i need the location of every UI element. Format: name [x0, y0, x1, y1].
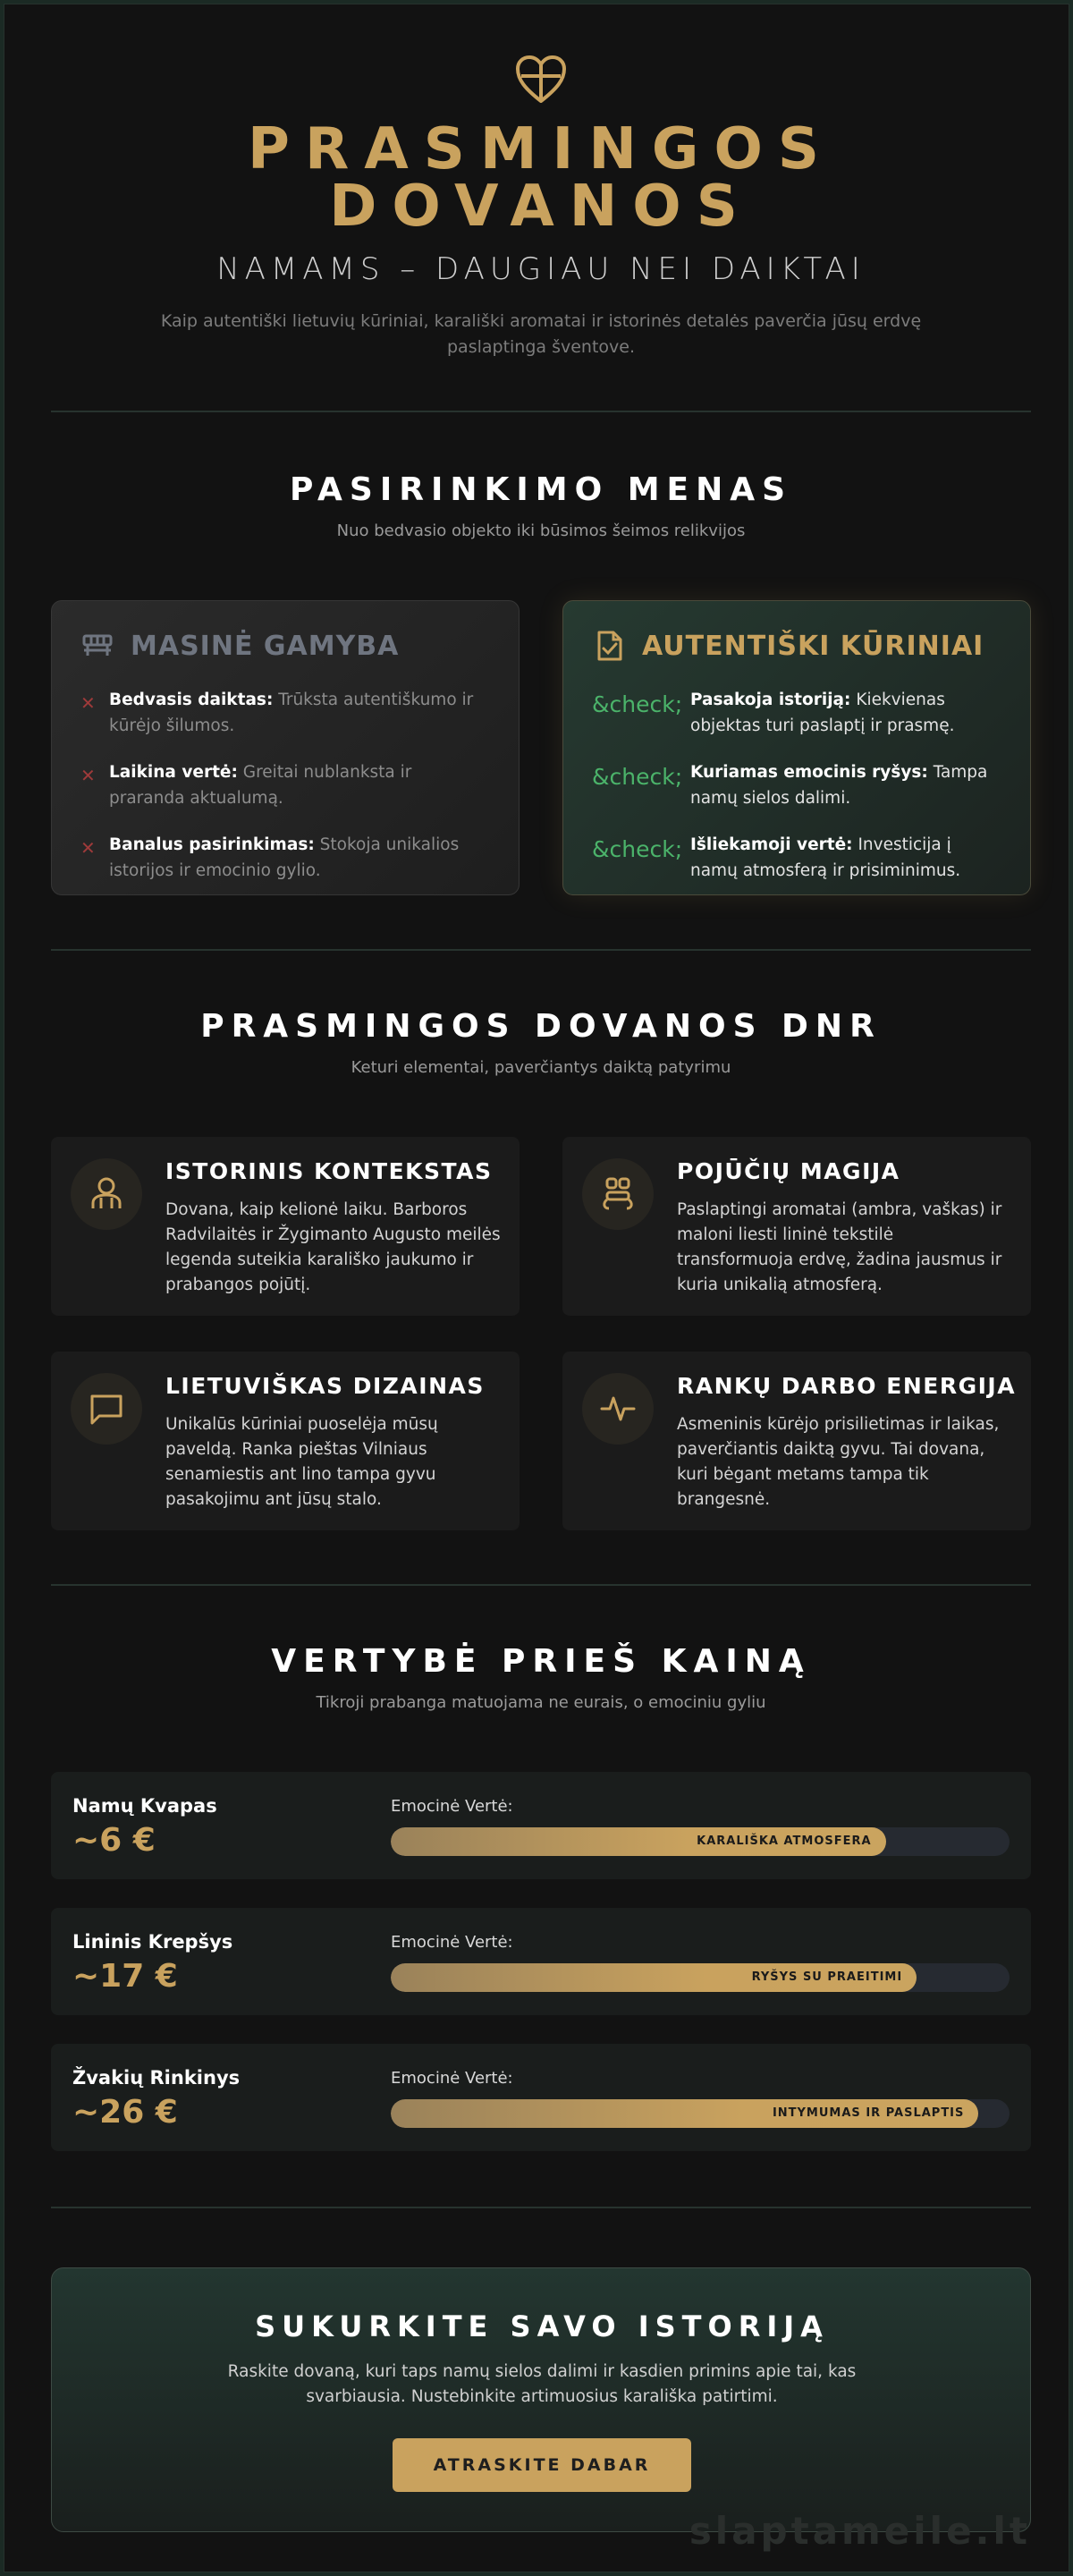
product-price: ~17 €	[72, 1958, 178, 1995]
mass-production-card	[51, 600, 520, 895]
dnr-title: PRASMINGOS DOVANOS DNR	[200, 1008, 882, 1045]
document-check-icon	[592, 629, 626, 663]
product-price: ~26 €	[72, 2094, 178, 2131]
discover-now-button[interactable]: ATRASKITE DABAR	[393, 2438, 691, 2492]
list-item	[592, 687, 1001, 739]
hero-title	[4, 116, 1073, 240]
emotional-value-label: Emocinė Vertė:	[391, 1933, 513, 1952]
selection-title: PASIRINKIMO MENAS	[289, 471, 793, 508]
bar-text: KARALIŠKA ATMOSFERA	[697, 1835, 872, 1848]
dnr-card-text: Unikalūs kūriniai puoselėja mūsų paveldą. Ranka pieštas Vilniaus senamiestis ant lino tampa gyvu pasakojimu ant jūsų stalo.	[165, 1415, 438, 1509]
item-text: Trūksta autentiškumo ir kūrėjo šilumos.	[109, 691, 474, 735]
dnr-card-title: ISTORINIS KONTEKSTAS	[165, 1158, 493, 1184]
section-divider	[51, 411, 1031, 412]
product-name: Lininis Krepšys	[72, 1931, 233, 1953]
value-row	[51, 1772, 1031, 1879]
dnr-subtitle: Keturi elementai, paverčiantys daiktą patyrimu	[351, 1058, 731, 1077]
bar-text: RYŠYS SU PRAEITIMI	[751, 1970, 903, 1984]
watermark: slaptameile.lt	[689, 2509, 1031, 2553]
authentic-works-title: AUTENTIŠKI KŪRINIAI	[642, 630, 984, 662]
values-title: VERTYBĖ PRIEŠ KAINĄ	[271, 1643, 811, 1680]
dnr-card-design	[51, 1352, 520, 1530]
product-price: ~6 €	[72, 1822, 156, 1859]
emotional-value-label: Emocinė Vertė:	[391, 2069, 513, 2088]
list-item	[592, 759, 1001, 811]
factory-icon	[80, 629, 114, 663]
emotional-value-label: Emocinė Vertė:	[391, 1797, 513, 1816]
list-item	[80, 759, 490, 811]
sensory-icon	[598, 1174, 638, 1214]
page-frame	[4, 4, 1069, 2572]
list-item	[80, 687, 490, 739]
emotional-value-fill	[391, 2099, 978, 2128]
dnr-card-text: Paslaptingi aromatai (ambra, vaškas) ir maloni liesti lininė tekstilė transformuoja erdvę, žadina jausmus ir kuria unikalią atmosferą.	[677, 1200, 1002, 1294]
value-row	[51, 2044, 1031, 2151]
check-icon: &check;	[592, 836, 683, 862]
cross-icon: ✕	[80, 765, 96, 786]
item-text: Investicija į namų atmosferą ir prisiminimus.	[690, 835, 961, 880]
item-text: Greitai nublanksta ir praranda aktualumą.	[109, 763, 412, 808]
value-row	[51, 1908, 1031, 2015]
cross-icon: ✕	[80, 692, 96, 714]
emotional-value-fill	[391, 1963, 917, 1992]
list-item	[592, 832, 1001, 884]
mass-production-title: MASINĖ GAMYBA	[131, 630, 400, 662]
dnr-card-title: POJŪČIŲ MAGIJA	[677, 1158, 900, 1184]
hero-title-line2: DOVANOS	[329, 174, 753, 240]
bar-text: INTYMUMAS IR PASLAPTIS	[772, 2106, 965, 2120]
dnr-card-text: Asmeninis kūrėjo prisilietimas ir laikas, paverčiantis daiktą gyvu. Tai dovana, kuri bėgant metams tampa tik brangesnė.	[677, 1415, 1000, 1509]
cross-icon: ✕	[80, 837, 96, 859]
item-text: Kiekvienas objektas turi paslaptį ir prasmę.	[690, 691, 955, 735]
item-label: Laikina vertė:	[109, 763, 238, 782]
check-icon: &check;	[592, 764, 683, 790]
cta-title: SUKURKITE SAVO ISTORIJĄ	[255, 2309, 829, 2343]
dnr-card-history	[51, 1137, 520, 1316]
item-label: Banalus pasirinkimas:	[109, 835, 315, 854]
item-text: Tampa namų sielos dalimi.	[690, 763, 988, 808]
section-divider	[51, 949, 1031, 951]
dnr-card-title: RANKŲ DARBO ENERGIJA	[677, 1373, 1017, 1399]
heart-shield-icon	[512, 53, 570, 106]
product-name: Žvakių Rinkinys	[72, 2067, 241, 2089]
authentic-works-card	[562, 600, 1031, 895]
emotional-value-bar	[391, 1827, 1010, 1856]
list-item	[80, 832, 490, 884]
pulse-icon	[598, 1389, 638, 1428]
emotional-value-bar	[391, 2099, 1010, 2128]
hero-title-line1: PRASMINGOS	[248, 116, 834, 182]
item-label: Bedvasis daiktas:	[109, 691, 274, 709]
selection-subtitle: Nuo bedvasio objekto iki būsimos šeimos relikvijos	[336, 521, 746, 540]
speech-bubble-icon	[87, 1389, 126, 1428]
section-divider	[51, 2207, 1031, 2208]
item-label: Pasakoja istoriją:	[690, 691, 851, 709]
emotional-value-bar	[391, 1963, 1010, 1992]
hero-subtitle: NAMAMS – DAUGIAU NEI DAIKTAI	[216, 251, 866, 287]
item-label: Kuriamas emocinis ryšys:	[690, 763, 928, 782]
dnr-card-senses	[562, 1137, 1031, 1316]
values-subtitle: Tikroji prabanga matuojama ne eurais, o emociniu gyliu	[316, 1693, 766, 1712]
cta-description: Raskite dovaną, kuri taps namų sielos dalimi ir kasdien primins apie tai, kas svarbiausia. Nustebinkite artimuosius karališka patirtimi.	[227, 2362, 857, 2406]
cta-panel	[51, 2267, 1031, 2532]
product-name: Namų Kvapas	[72, 1795, 217, 1817]
section-divider	[51, 1584, 1031, 1586]
item-label: Išliekamoji vertė:	[690, 835, 853, 854]
emotional-value-fill	[391, 1827, 886, 1856]
dnr-card-text: Dovana, kaip kelionė laiku. Barboros Radvilaitės ir Žygimanto Augusto meilės legenda suteikia karališko jaukumo ir prabangos pojūtį.	[165, 1200, 501, 1294]
dnr-card-title: LIETUVIŠKAS DIZAINAS	[165, 1373, 485, 1399]
hero-description: Kaip autentiški lietuvių kūriniai, karališki aromatai ir istorinės detalės paverčia jūsų erdvę paslaptinga šventove.	[160, 311, 922, 357]
dnr-card-handmade	[562, 1352, 1031, 1530]
person-icon	[87, 1174, 126, 1214]
check-icon: &check;	[592, 691, 683, 717]
item-text: Stokoja unikalios istorijos ir emocinio gylio.	[109, 835, 460, 880]
